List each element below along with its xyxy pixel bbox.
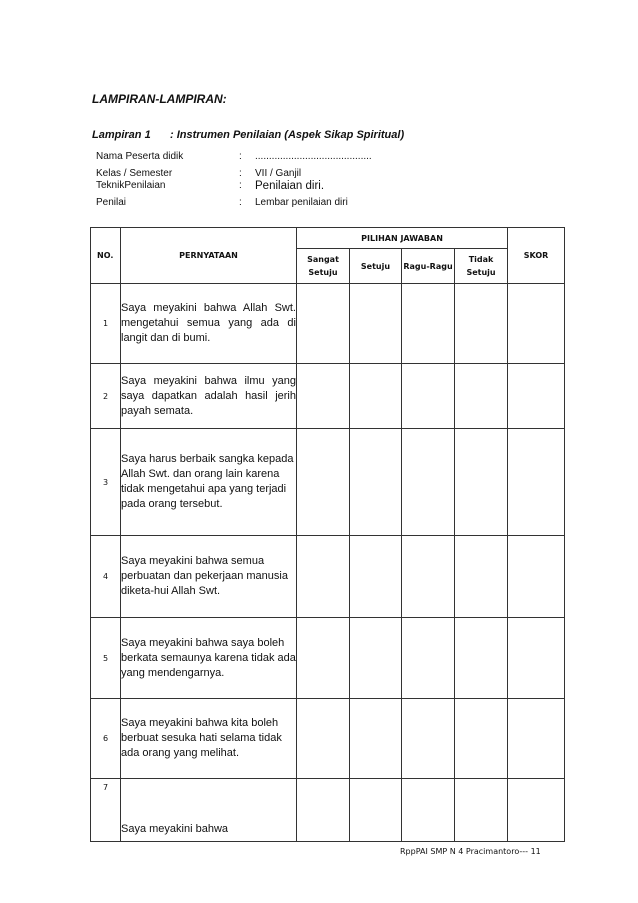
score-cell[interactable] (508, 429, 565, 536)
assessment-table (90, 227, 565, 842)
answer-cell[interactable] (455, 364, 508, 429)
row-statement: Saya harus berbaik sangka kepada Allah Swt. dan orang lain karena tidak mengetahui apa yang terjadi pada orang tersebut. (121, 429, 297, 536)
answer-cell[interactable] (455, 699, 508, 779)
answer-cell[interactable] (350, 284, 402, 364)
row-statement: Saya meyakini bahwa (121, 779, 297, 842)
row-number: 1 (91, 284, 121, 364)
info-value: Lembar penilaian diri (255, 197, 348, 208)
table-row (91, 364, 565, 429)
answer-cell[interactable] (297, 429, 350, 536)
answer-cell[interactable] (455, 779, 508, 842)
answer-cell[interactable] (455, 429, 508, 536)
table-row (91, 536, 565, 618)
header-statement: PERNYATAAN (121, 228, 297, 284)
table-row (91, 618, 565, 699)
row-number: 3 (91, 429, 121, 536)
answer-cell[interactable] (350, 779, 402, 842)
answer-cell[interactable] (297, 618, 350, 699)
info-key: Nama Peserta didik (96, 151, 184, 162)
info-colon: : (239, 168, 242, 179)
info-value: Penilaian diri. (255, 180, 325, 192)
score-cell[interactable] (508, 364, 565, 429)
answer-cell[interactable] (455, 284, 508, 364)
score-cell[interactable] (508, 284, 565, 364)
answer-cell[interactable] (350, 429, 402, 536)
score-cell[interactable] (508, 779, 565, 842)
row-number: 4 (91, 536, 121, 618)
answer-cell[interactable] (350, 618, 402, 699)
answer-cell[interactable] (402, 618, 455, 699)
answer-cell[interactable] (402, 284, 455, 364)
table-row (91, 779, 565, 842)
table-row (91, 429, 565, 536)
header-option-ragu-ragu: Ragu-Ragu (402, 249, 455, 284)
answer-cell[interactable] (402, 536, 455, 618)
score-cell[interactable] (508, 618, 565, 699)
row-statement: Saya meyakini bahwa saya boleh berkata semaunya karena tidak ada yang mendengarnya. (121, 618, 297, 699)
answer-cell[interactable] (402, 364, 455, 429)
lampiran-title-line (92, 129, 404, 141)
answer-cell[interactable] (455, 618, 508, 699)
row-statement: Saya meyakini bahwa kita boleh berbuat sesuka hati selama tidak ada orang yang melihat. (121, 699, 297, 779)
info-key: Kelas / Semester (96, 168, 173, 179)
page-heading: LAMPIRAN-LAMPIRAN: (92, 92, 227, 106)
header-score: SKOR (508, 228, 565, 284)
info-key: Penilai (96, 197, 127, 208)
info-colon: : (239, 151, 242, 162)
lampiran-label: Lampiran 1 (92, 129, 151, 141)
score-cell[interactable] (508, 699, 565, 779)
info-colon: : (239, 197, 242, 208)
answer-cell[interactable] (297, 364, 350, 429)
info-value: .......................................... (255, 151, 372, 162)
header-option-tidak-setuju: Tidak Setuju (455, 249, 508, 284)
answer-cell[interactable] (402, 779, 455, 842)
info-value: VII / Ganjil (255, 168, 302, 179)
row-statement: Saya meyakini bahwa ilmu yang saya dapatkan adalah hasil jerih payah semata. (121, 364, 297, 429)
header-option-sangat-setuju: Sangat Setuju (297, 249, 350, 284)
table-row (91, 284, 565, 364)
lampiran-title: : Instrumen Penilaian (Aspek Sikap Spiritual) (170, 129, 405, 141)
answer-cell[interactable] (350, 536, 402, 618)
row-number: 7 (91, 779, 121, 842)
answer-cell[interactable] (402, 429, 455, 536)
answer-cell[interactable] (350, 699, 402, 779)
row-number: 2 (91, 364, 121, 429)
answer-cell[interactable] (297, 536, 350, 618)
info-colon: : (239, 180, 242, 191)
header-option-setuju: Setuju (350, 249, 402, 284)
answer-cell[interactable] (350, 364, 402, 429)
header-choices: PILIHAN JAWABAN (297, 228, 508, 249)
row-number: 6 (91, 699, 121, 779)
header-no: NO. (91, 228, 121, 284)
answer-cell[interactable] (455, 536, 508, 618)
table-row (91, 699, 565, 779)
answer-cell[interactable] (402, 699, 455, 779)
answer-cell[interactable] (297, 284, 350, 364)
row-statement: Saya meyakini bahwa Allah Swt. mengetahui semua yang ada di langit dan di bumi. (121, 284, 297, 364)
row-statement: Saya meyakini bahwa semua perbuatan dan pekerjaan manusia diketa-hui Allah Swt. (121, 536, 297, 618)
page-footer: RppPAI SMP N 4 Pracimantoro--- 11 (400, 847, 541, 856)
answer-cell[interactable] (297, 699, 350, 779)
info-key: TeknikPenilaian (96, 180, 166, 191)
answer-cell[interactable] (297, 779, 350, 842)
row-number: 5 (91, 618, 121, 699)
score-cell[interactable] (508, 536, 565, 618)
